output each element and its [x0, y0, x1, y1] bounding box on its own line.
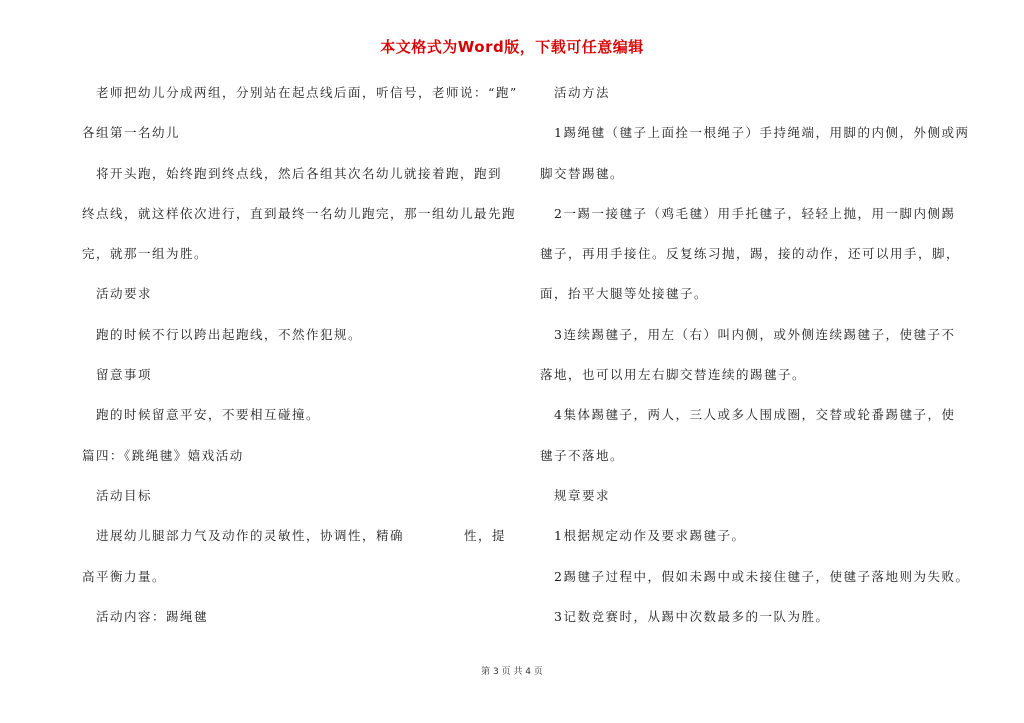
text-line: 落地，也可以用左右脚交替连续的踢毽子。	[540, 367, 807, 383]
document-header: 本文格式为Word版，下载可任意编辑	[380, 38, 644, 56]
text-line: 高平衡力量。	[82, 568, 167, 584]
text-line: 3记数竞赛时，从踢中次数最多的一队为胜。	[554, 608, 830, 624]
text-line: 3连续踢毽子，用左（右）叫内侧，或外侧连续踢毽子，使毽子不	[554, 326, 956, 342]
right-column	[540, 80, 972, 644]
section-heading: 留意事项	[96, 367, 153, 383]
text-line: 活动内容：踢绳毽	[96, 608, 209, 624]
section-heading: 规章要求	[554, 487, 611, 503]
text-line: 各组第一名幼儿	[82, 125, 181, 141]
text-line: 4集体踢毽子，两人，三人或多人围成圈，交替或轮番踢毽子，使	[554, 407, 956, 423]
text-line: 终点线，就这样依次进行，直到最终一名幼儿跑完，那一组幼儿最先跑	[82, 205, 517, 221]
text-segment: 进展幼儿腿部力气及动作的灵敏性，协调性，精确	[96, 528, 405, 544]
text-line: 毽子不落地。	[540, 447, 625, 463]
text-line: 完，就那一组为胜。	[82, 246, 209, 262]
text-line: 1根据规定动作及要求踢毽子。	[554, 528, 746, 544]
text-line: 毽子，再用手接住。反复练习抛，踢，接的动作，还可以用手，脚，	[540, 246, 961, 262]
text-line: 脚交替踢毽。	[540, 165, 625, 181]
text-line: 2踢毽子过程中，假如未踢中或未接住毽子，使毽子落地则为失败。	[554, 568, 970, 584]
text-line: 1踢绳毽（毽子上面拴一根绳子）手持绳端，用脚的内侧，外侧或两	[554, 125, 970, 141]
text-segment: 性，提	[464, 528, 507, 544]
text-line: 将开头跑，始终跑到终点线，然后各组其次名幼儿就接着跑，跑到	[96, 165, 503, 181]
text-line	[82, 523, 507, 563]
left-column	[82, 80, 518, 644]
section-heading: 活动目标	[96, 487, 153, 503]
text-line: 跑的时候留意平安，不要相互碰撞。	[96, 407, 321, 423]
chapter-title: 篇四：《跳绳毽》嬉戏活动	[82, 447, 244, 463]
text-line: 面，抬平大腿等处接毽子。	[540, 286, 709, 302]
section-heading: 活动方法	[554, 85, 611, 100]
page-footer: 第 3 页 共 4 页	[481, 667, 543, 677]
text-line: 跑的时候不行以跨出起跑线，不然作犯规。	[96, 326, 363, 342]
text-line: 老师把幼儿分成两组，分别站在起点线后面，听信号，老师说：“跑”	[96, 85, 518, 100]
text-line: 2一踢一接毽子（鸡毛毽）用手托毽子，轻轻上抛，用一脚内侧踢	[554, 205, 956, 221]
section-heading: 活动要求	[96, 286, 153, 302]
